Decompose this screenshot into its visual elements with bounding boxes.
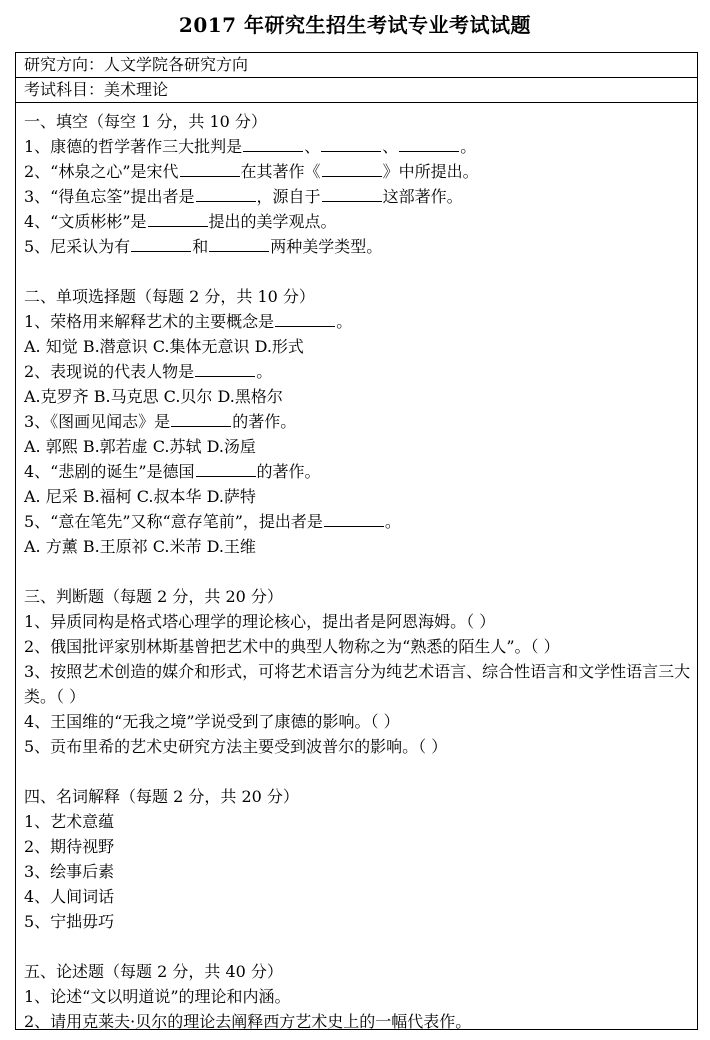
choice-q3-text: 3、《图画见闻志》是	[24, 412, 171, 431]
judge-question-3: 3、按照艺术创造的媒介和形式，可将艺术语言分为纯艺术语言、综合性语言和文学性语言三大类。（ ）	[24, 662, 691, 706]
answer-blank	[180, 162, 240, 177]
choice-options-2: A.克罗齐 B.马克思 C.贝尔 D.黑格尔	[24, 387, 283, 406]
fill-q1-end: 。	[460, 137, 477, 156]
fill-q1-sep1: 、	[304, 137, 321, 156]
answer-blank	[322, 187, 382, 202]
answer-blank	[324, 512, 384, 527]
answer-blank	[148, 212, 208, 227]
choice-q2-text: 2、表现说的代表人物是	[24, 362, 195, 381]
choice-options-3: A. 郭熙 B.郭若虚 C.苏轼 D.汤垕	[24, 437, 256, 456]
exam-content	[16, 103, 697, 1034]
research-direction-row: 研究方向：人文学院各研究方向	[16, 53, 697, 78]
fill-q5-end: 两种美学类型。	[270, 237, 383, 256]
answer-blank	[321, 137, 381, 152]
section3-heading: 三、判断题（每题 2 分，共 20 分）	[24, 587, 283, 606]
answer-blank	[196, 462, 256, 477]
term-question-5: 5、宁拙毋巧	[24, 912, 115, 931]
essay-question-1: 1、论述“文以明道说”的理论和内涵。	[24, 987, 291, 1006]
choice-q1-text: 1、荣格用来解释艺术的主要概念是	[24, 312, 275, 331]
choice-options-5: A. 方薰 B.王原祁 C.米芾 D.王维	[24, 537, 256, 556]
section4-heading: 四、名词解释（每题 2 分，共 20 分）	[24, 787, 299, 806]
fill-question-3	[24, 184, 691, 209]
choice-q1-end: 。	[336, 312, 353, 331]
answer-blank	[243, 137, 303, 152]
fill-q1-sep2: 、	[382, 137, 399, 156]
section-spacer	[24, 934, 691, 959]
choice-question-1	[24, 309, 691, 334]
answer-blank	[399, 137, 459, 152]
answer-blank	[275, 312, 335, 327]
term-question-3: 3、绘事后素	[24, 862, 115, 881]
choice-question-2	[24, 359, 691, 384]
essay-question-2: 2、请用克莱夫·贝尔的理论去阐释西方艺术史上的一幅代表作。	[24, 1012, 472, 1031]
fill-q2-text: 2、“林泉之心”是宋代	[24, 162, 179, 181]
judge-question-4: 4、王国维的“无我之境”学说受到了康德的影响。（ ）	[24, 712, 400, 731]
exam-frame	[15, 52, 698, 1030]
judge-question-5: 5、贡布里希的艺术史研究方法主要受到波普尔的影响。（ ）	[24, 737, 448, 756]
answer-blank	[195, 362, 255, 377]
fill-q2-mid: 在其著作《	[240, 162, 321, 181]
choice-question-5	[24, 509, 691, 534]
section-spacer	[24, 759, 691, 784]
section1-heading: 一、填空（每空 1 分，共 10 分）	[24, 112, 267, 131]
term-question-4: 4、人间词话	[24, 887, 115, 906]
term-question-1: 1、艺术意蕴	[24, 812, 115, 831]
fill-q4-text: 4、“文质彬彬”是	[24, 212, 147, 231]
choice-q4-text: 4、“悲剧的诞生”是德国	[24, 462, 195, 481]
answer-blank	[131, 237, 191, 252]
answer-blank	[171, 412, 231, 427]
exam-title: 2017 年研究生招生考试专业考试试题	[178, 13, 532, 37]
fill-q4-end: 提出的美学观点。	[208, 212, 337, 231]
fill-question-5	[24, 234, 691, 259]
answer-blank	[209, 237, 269, 252]
fill-q3-end: 这部著作。	[382, 187, 463, 206]
choice-question-3	[24, 409, 691, 434]
section2-heading: 二、单项选择题（每题 2 分，共 10 分）	[24, 287, 315, 306]
exam-subject-row: 考试科目：美术理论	[16, 78, 697, 103]
fill-question-4	[24, 209, 691, 234]
fill-q3-text: 3、“得鱼忘筌”提出者是	[24, 187, 195, 206]
choice-q5-text: 5、“意在笔先”又称“意存笔前”，提出者是	[24, 512, 323, 531]
fill-q5-mid: 和	[192, 237, 209, 256]
answer-blank	[322, 162, 382, 177]
judge-question-2: 2、俄国批评家别林斯基曾把艺术中的典型人物称之为“熟悉的陌生人”。（ ）	[24, 637, 560, 656]
answer-blank	[196, 187, 256, 202]
section-spacer	[24, 259, 691, 284]
choice-q5-end: 。	[384, 512, 401, 531]
choice-question-4	[24, 459, 691, 484]
section-spacer	[24, 559, 691, 584]
fill-question-2	[24, 159, 691, 184]
term-question-2: 2、期待视野	[24, 837, 115, 856]
choice-q2-end: 。	[256, 362, 273, 381]
choice-q4-end: 的著作。	[256, 462, 321, 481]
section5-heading: 五、论述题（每题 2 分，共 40 分）	[24, 962, 283, 981]
fill-q1-text: 1、康德的哲学著作三大批判是	[24, 137, 243, 156]
judge-question-1: 1、异质同构是格式塔心理学的理论核心，提出者是阿恩海姆。（ ）	[24, 612, 496, 631]
fill-q5-text: 5、尼采认为有	[24, 237, 131, 256]
fill-q3-mid: ，源自于	[256, 187, 321, 206]
choice-q3-end: 的著作。	[232, 412, 297, 431]
choice-options-1: A. 知觉 B.潜意识 C.集体无意识 D.形式	[24, 337, 304, 356]
fill-question-1	[24, 134, 691, 159]
fill-q2-end: 》中所提出。	[382, 162, 479, 181]
choice-options-4: A. 尼采 B.福柯 C.叔本华 D.萨特	[24, 487, 256, 506]
